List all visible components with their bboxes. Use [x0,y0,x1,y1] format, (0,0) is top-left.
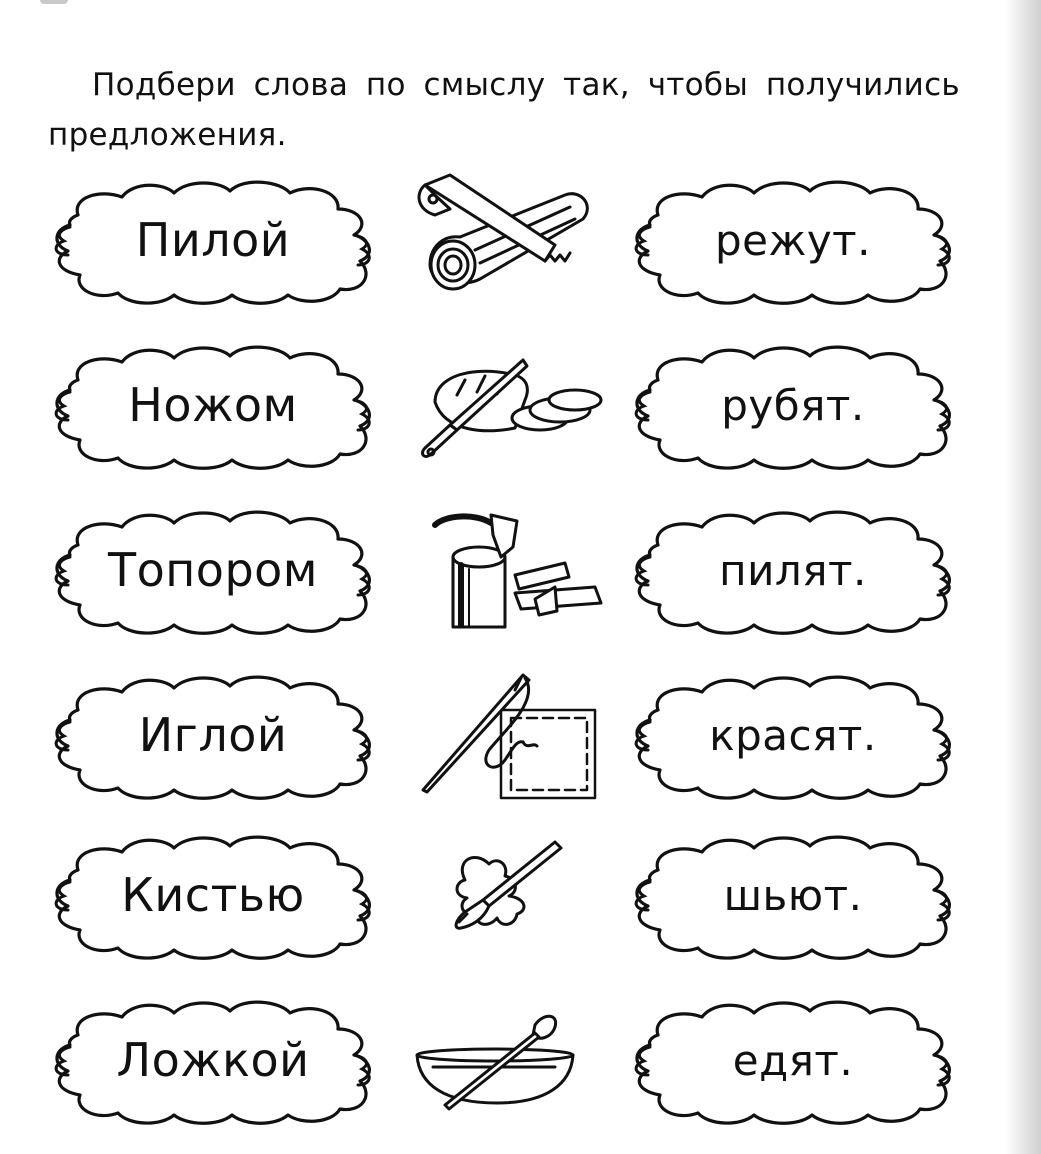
page-mark [40,0,68,4]
sentence-row [0,175,1000,305]
left-word-cloud[interactable] [48,505,378,635]
right-word-cloud[interactable] [628,995,958,1125]
needle-and-fabric-icon [405,670,605,800]
spoon-and-bowl-icon [405,995,605,1125]
right-word-cloud[interactable] [628,505,958,635]
right-word: красят. [709,710,877,760]
paintbrush-icon [405,830,605,960]
right-word: режут. [714,215,871,265]
left-word-cloud[interactable] [48,830,378,960]
right-word: шьют. [723,870,863,920]
instruction-text: Подбери слова по смыслу так, чтобы получились предложения. [48,67,960,153]
right-word: пилят. [719,545,867,595]
sentence-row [0,505,1000,635]
left-word-cloud[interactable] [48,995,378,1125]
right-word-cloud[interactable] [628,830,958,960]
knife-and-bread-icon [405,340,605,470]
left-word: Ножом [128,378,298,432]
sentence-row [0,670,1000,800]
right-word-cloud[interactable] [628,340,958,470]
left-word: Ложкой [116,1033,310,1087]
left-word: Кистью [121,868,305,922]
left-word-cloud[interactable] [48,340,378,470]
right-word: едят. [732,1035,854,1085]
right-word-cloud[interactable] [628,175,958,305]
page-shadow-edge [1005,0,1041,1154]
saw-and-log-icon [405,175,605,305]
left-word-cloud[interactable] [48,175,378,305]
sentence-row [0,830,1000,960]
left-word: Иглой [138,708,288,762]
right-word: рубят. [721,380,865,430]
left-word: Топором [107,543,318,597]
right-word-cloud[interactable] [628,670,958,800]
sentence-row [0,995,1000,1125]
axe-and-firewood-icon [405,505,605,635]
left-word: Пилой [135,213,291,267]
sentence-row [0,340,1000,470]
left-word-cloud[interactable] [48,670,378,800]
